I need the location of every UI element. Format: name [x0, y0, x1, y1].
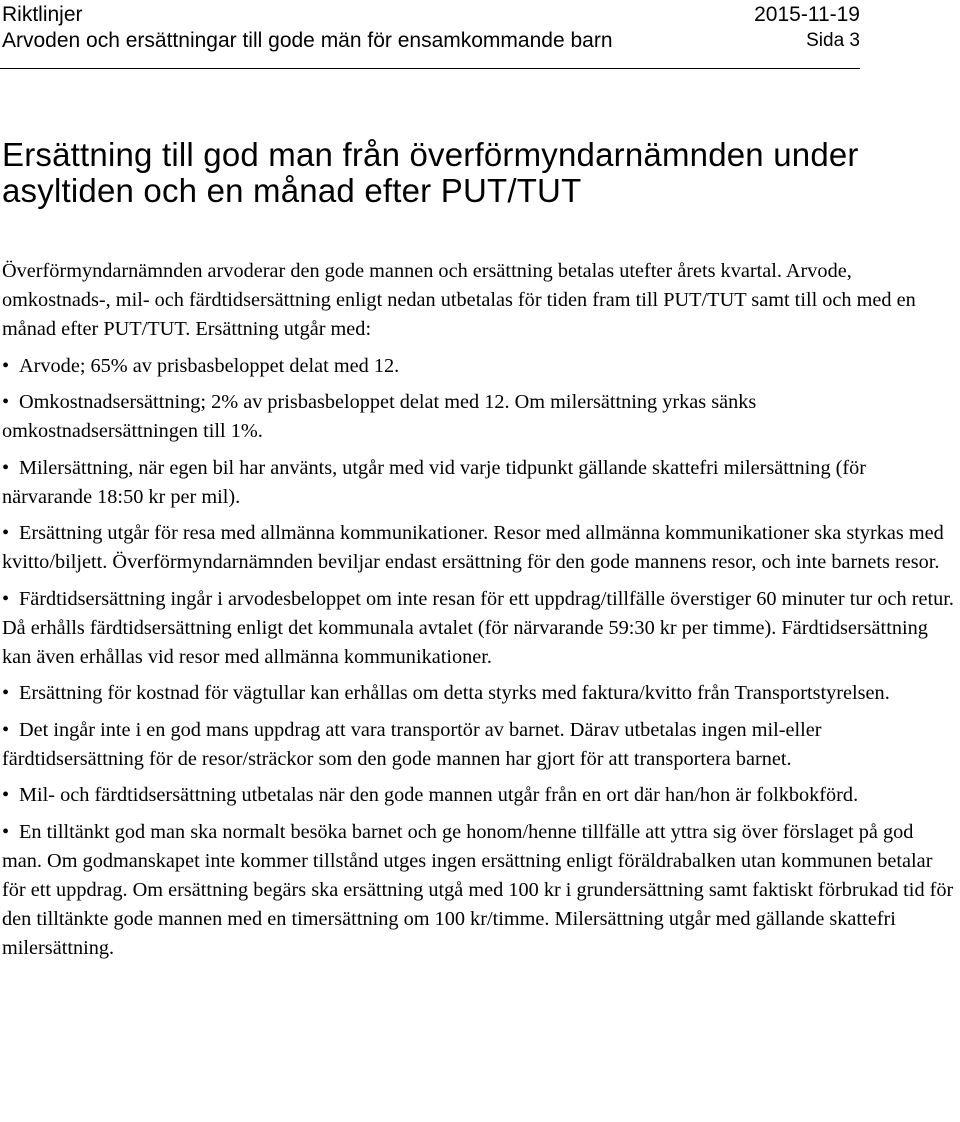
bullet-item: [2, 585, 954, 672]
bullet-text: Arvode; 65% av prisbasbeloppet delat med 12.: [19, 354, 400, 377]
bullet-icon: •: [2, 718, 10, 741]
bullet-item: [2, 454, 954, 512]
bullet-text: Milersättning, när egen bil har använts, utgår med vid varje tidpunkt gällande skattefri milersättning (för närvarande 18:50 kr per mil).: [2, 456, 867, 508]
intro-paragraph: Överförmyndarnämnden arvoderar den gode mannen och ersättning betalas utefter årets kvartal. Arvode, omkostnads-, mil- och färdtidsersättning enligt nedan utbetalas för tiden fram till PUT/TUT samt till och med en månad efter PUT/TUT. Ersättning utgår med:: [2, 260, 916, 340]
bullet-item: [2, 781, 954, 810]
bullet-text: Ersättning utgår för resa med allmänna kommunikationer. Resor med allmänna kommunikationer ska styrkas med kvitto/biljett. Överförmyndarnämnden beviljar endast ersättning för den gode mannens resor, och inte barnets resor.: [2, 522, 944, 573]
bullet-text: Omkostnadsersättning; 2% av prisbasbeloppet delat med 12. Om milersättning yrkas sänks omkostnadsersättningen till 1%.: [2, 391, 757, 442]
page-title-line-2: asyltiden och en månad efter PUT/TUT: [2, 172, 582, 209]
bullet-item: [2, 679, 954, 708]
bullet-text: Färdtidsersättning ingår i arvodesbeloppet om inte resan för ett uppdrag/tillfälle överstiger 60 minuter tur och retur. Då erhålls färdtidsersättning enligt det kommunala avtalet (för närvarande 59:30 kr per timme). Färdtidsersättning kan även erhållas vid resor med allmänna kommunikationer.: [2, 587, 954, 668]
bullet-text: En tilltänkt god man ska normalt besöka barnet och ge honom/henne tillfälle att yttra sig över förslaget på god man. Om godmanskapet inte kommer tillstånd utges ingen ersättning enligt föräldrabalken utan kommunen betalar för ett uppdrag. Om ersättning begärs ska ersättning utgå med 100 kr i grundersättning samt faktiskt förbrukad tid för den tilltänkte gode mannen med en timersättning om 100 kr/timme. Milersättning utgår med gällande skattefri milersättning.: [2, 820, 954, 959]
bullet-item: [2, 716, 954, 774]
bullet-item: [2, 818, 954, 963]
bullet-list: [2, 352, 954, 963]
document-date: 2015-11-19: [754, 3, 860, 26]
page-number: Sida 3: [806, 30, 860, 51]
bullet-icon: •: [2, 391, 10, 413]
bullet-text: Det ingår inte i en god mans uppdrag att vara transportör av barnet. Därav utbetalas ingen mil-eller färdtidsersättning för de resor/sträckor som den gode mannen har gjort för att transportera barnet.: [2, 718, 822, 770]
bullet-icon: •: [2, 354, 10, 377]
document-body: [2, 257, 954, 963]
bullet-item: [2, 352, 954, 381]
page-header: [0, 0, 860, 69]
bullet-text: Mil- och färdtidsersättning utbetalas när den gode mannen utgår från en ort där han/hon är folkbokförd.: [19, 784, 859, 806]
bullet-icon: •: [2, 587, 10, 610]
page-title: [2, 137, 957, 209]
bullet-icon: •: [2, 456, 10, 479]
bullet-icon: •: [2, 820, 10, 843]
bullet-icon: •: [2, 522, 10, 544]
bullet-icon: •: [2, 682, 10, 704]
document-subtitle: Arvoden och ersättningar till gode män för ensamkommande barn: [2, 29, 613, 52]
bullet-icon: •: [2, 784, 10, 806]
bullet-item: [2, 388, 954, 446]
bullet-item: [2, 519, 954, 577]
page-title-line-1: Ersättning till god man från överförmyndarnämnden under: [2, 136, 859, 173]
document-type: Riktlinjer: [2, 3, 83, 26]
bullet-text: Ersättning för kostnad för vägtullar kan erhållas om detta styrks med faktura/kvitto från Transportstyrelsen.: [19, 682, 890, 704]
